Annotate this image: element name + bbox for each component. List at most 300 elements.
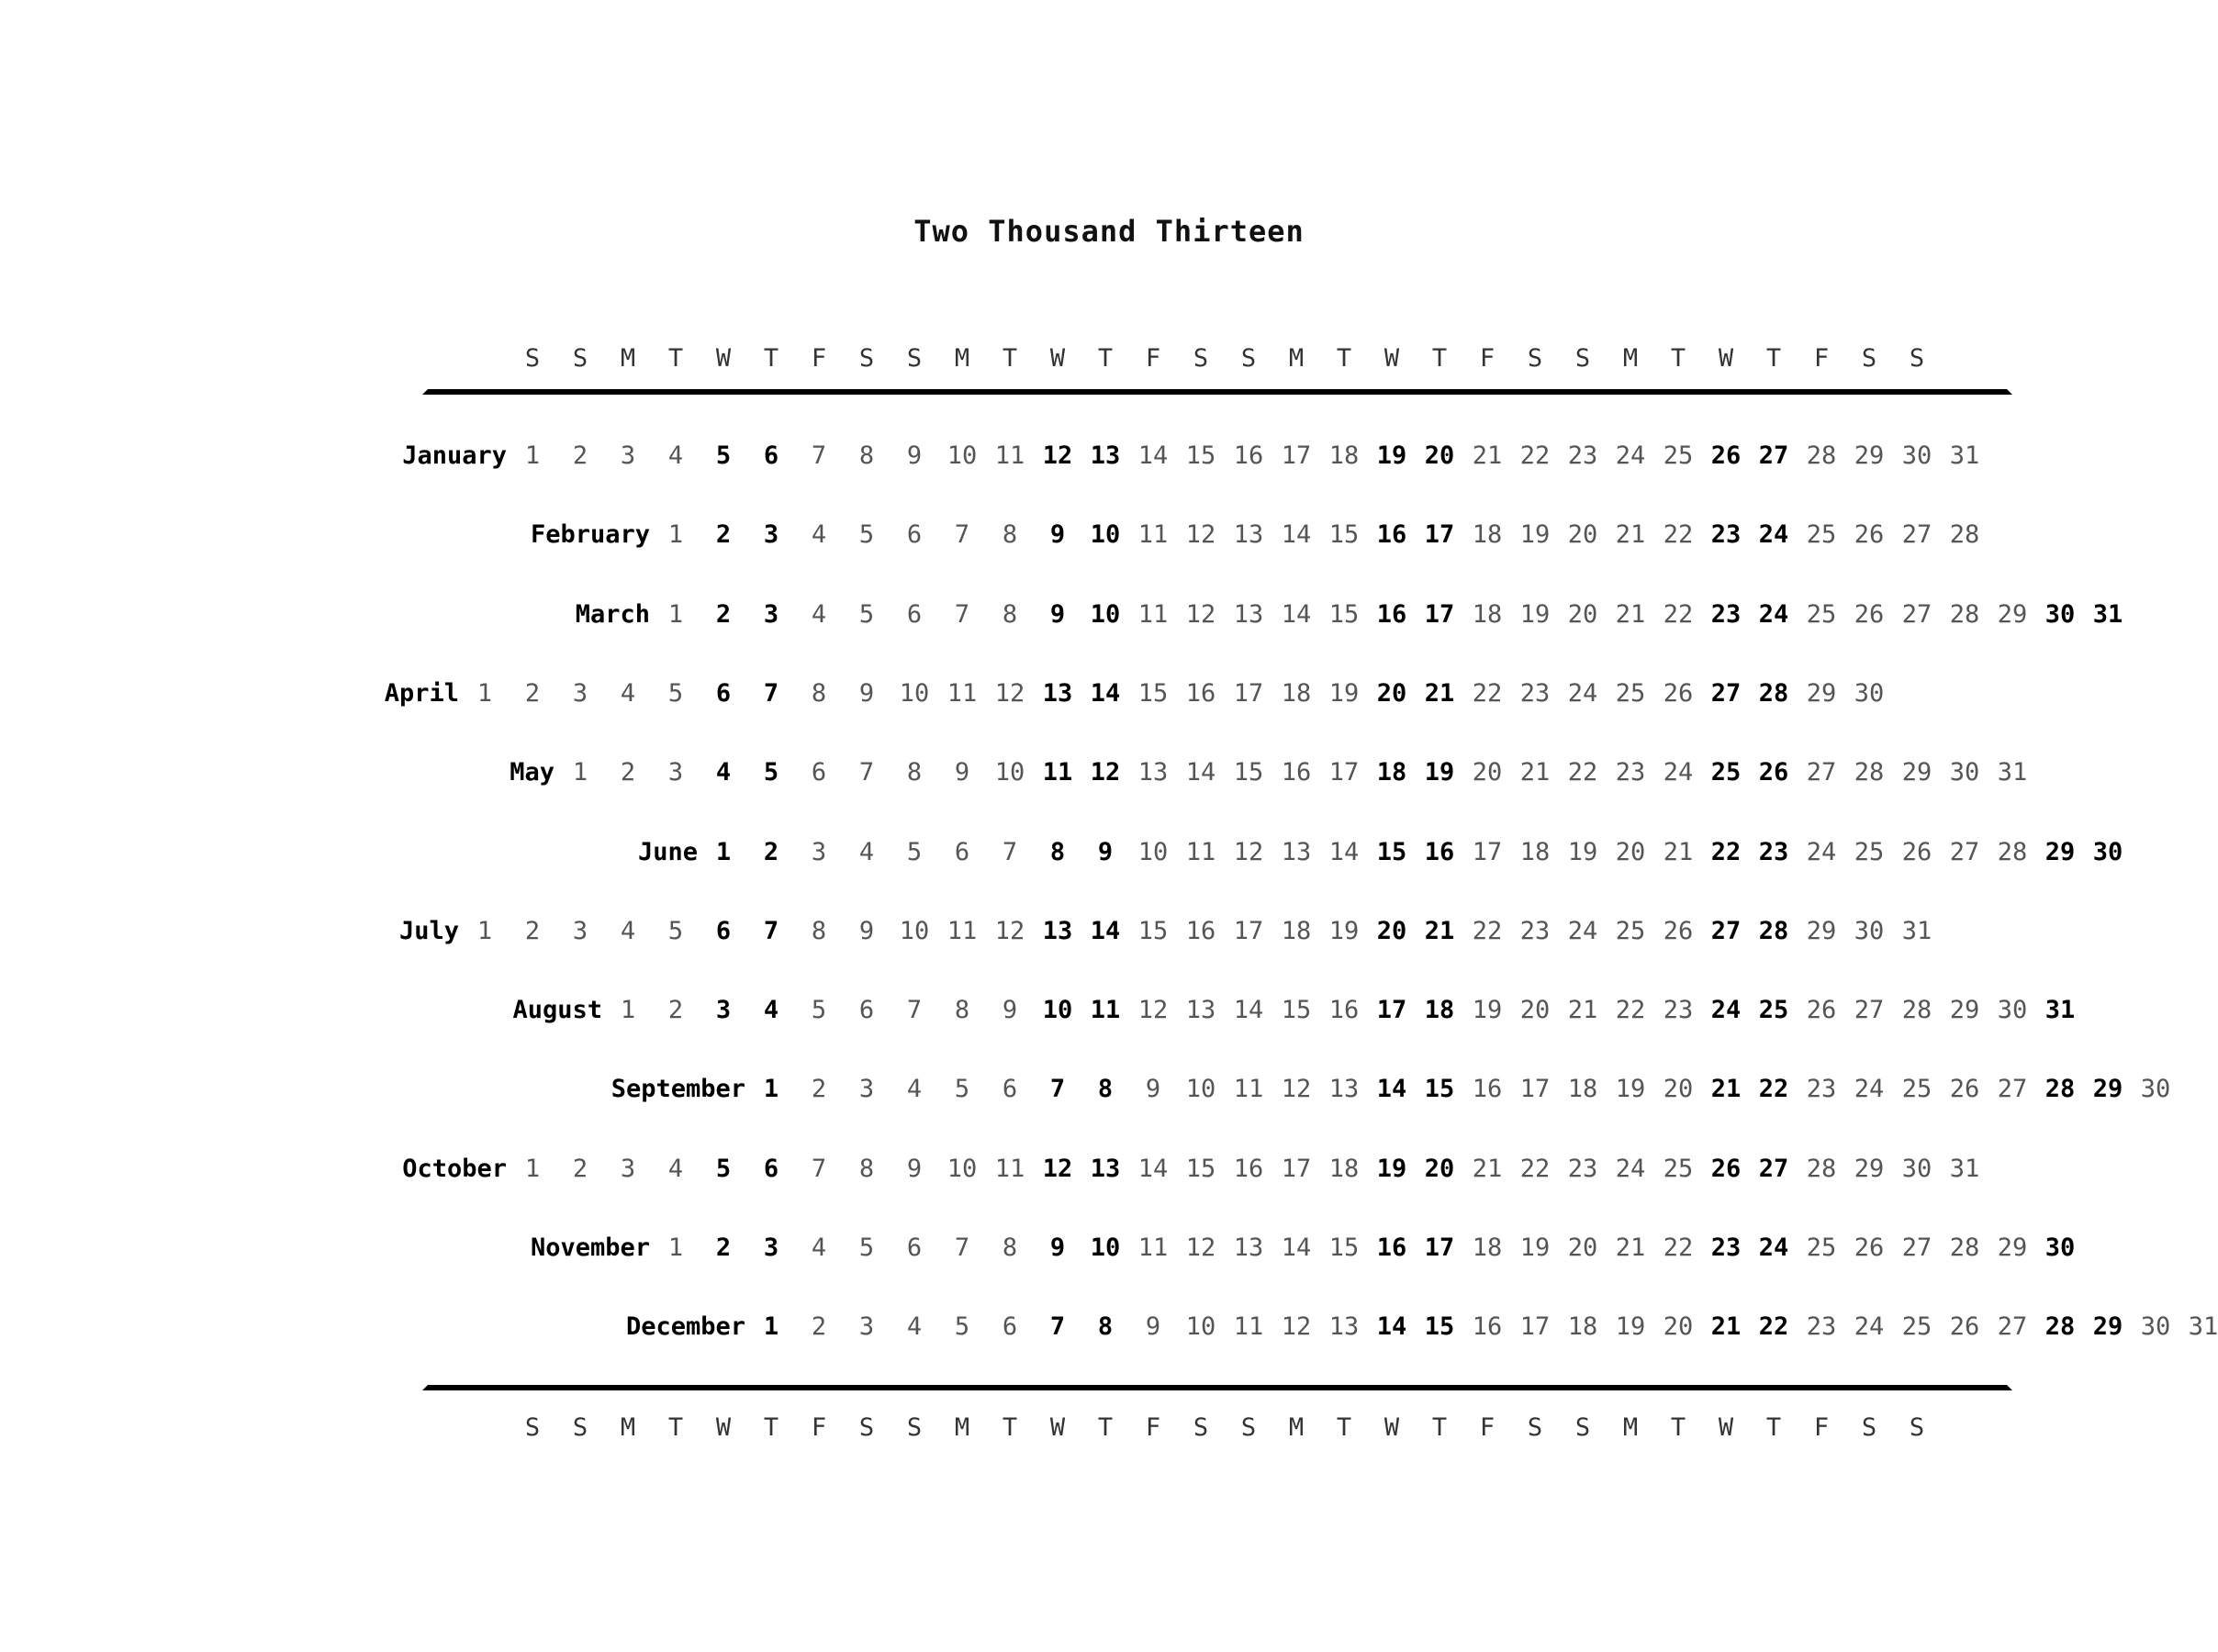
day-cell: 14 <box>1281 520 1312 549</box>
day-cell: 22 <box>1663 1233 1694 1262</box>
day-cell: 7 <box>811 441 827 470</box>
day-cell: 25 <box>1854 838 1885 866</box>
day-cell: 13 <box>1233 520 1264 549</box>
day-cell: 16 <box>1376 520 1407 549</box>
day-cell: 21 <box>1519 758 1551 787</box>
day-cell: 22 <box>1663 520 1694 549</box>
day-cell: 18 <box>1472 600 1503 629</box>
day-cell: 1 <box>715 838 732 866</box>
day-cell: 10 <box>1137 838 1169 866</box>
day-cell: 5 <box>667 917 684 945</box>
day-cell: 13 <box>1137 758 1169 787</box>
day-cell: 21 <box>1472 1155 1503 1183</box>
day-cell: 28 <box>2044 1075 2076 1103</box>
day-cell: 27 <box>1901 1233 1932 1262</box>
bottom-weekday-24: T <box>1670 1413 1686 1442</box>
day-cell: 31 <box>2044 996 2076 1024</box>
day-cell: 27 <box>1997 1075 2028 1103</box>
month-label: April <box>384 679 459 708</box>
day-cell: 16 <box>1233 441 1264 470</box>
day-cell: 23 <box>1519 679 1551 708</box>
bottom-weekday-28: S <box>1861 1413 1877 1442</box>
day-cell: 23 <box>1806 1075 1837 1103</box>
day-cell: 7 <box>1002 838 1018 866</box>
day-cell: 11 <box>947 679 978 708</box>
day-cell: 10 <box>1042 996 1073 1024</box>
day-cell: 24 <box>1567 917 1598 945</box>
day-cell: 14 <box>1233 996 1264 1024</box>
day-cell: 28 <box>2044 1312 2076 1341</box>
day-cell: 20 <box>1615 838 1646 866</box>
day-cell: 19 <box>1376 1155 1407 1183</box>
day-cell: 25 <box>1806 520 1837 549</box>
day-cell: 16 <box>1376 600 1407 629</box>
day-cell: 22 <box>1758 1312 1789 1341</box>
top-weekday-1: S <box>572 344 588 373</box>
day-cell: 27 <box>1949 838 1980 866</box>
day-cell: 29 <box>1854 441 1885 470</box>
day-cell: 25 <box>1806 1233 1837 1262</box>
day-cell: 7 <box>1049 1312 1066 1341</box>
day-cell: 6 <box>811 758 827 787</box>
day-cell: 6 <box>906 600 923 629</box>
day-cell: 5 <box>715 441 732 470</box>
day-cell: 7 <box>954 520 970 549</box>
day-cell: 9 <box>906 1155 923 1183</box>
day-cell: 12 <box>1185 520 1216 549</box>
day-cell: 28 <box>1806 441 1837 470</box>
day-cell: 2 <box>572 441 588 470</box>
calendar-title: Two Thousand Thirteen <box>913 214 1305 249</box>
day-cell: 9 <box>1049 600 1066 629</box>
day-cell: 22 <box>1519 441 1551 470</box>
day-cell: 19 <box>1567 838 1598 866</box>
day-cell: 13 <box>1090 1155 1121 1183</box>
day-cell: 25 <box>1806 600 1837 629</box>
day-cell: 30 <box>2044 1233 2076 1262</box>
day-cell: 16 <box>1376 1233 1407 1262</box>
day-cell: 9 <box>1002 996 1018 1024</box>
bottom-weekday-21: S <box>1527 1413 1543 1442</box>
day-cell: 24 <box>1615 1155 1646 1183</box>
day-cell: 27 <box>1806 758 1837 787</box>
day-cell: 7 <box>954 600 970 629</box>
day-cell: 18 <box>1328 441 1360 470</box>
top-weekday-18: W <box>1383 344 1400 373</box>
day-cell: 2 <box>715 1233 732 1262</box>
day-cell: 7 <box>858 758 875 787</box>
month-label: March <box>575 600 650 629</box>
day-cell: 3 <box>572 679 588 708</box>
day-cell: 6 <box>763 1155 779 1183</box>
day-cell: 8 <box>1002 1233 1018 1262</box>
top-weekday-20: F <box>1479 344 1495 373</box>
day-cell: 4 <box>620 917 636 945</box>
day-cell: 15 <box>1137 917 1169 945</box>
day-cell: 14 <box>1090 917 1121 945</box>
day-cell: 19 <box>1376 441 1407 470</box>
day-cell: 24 <box>1567 679 1598 708</box>
day-cell: 1 <box>572 758 588 787</box>
day-cell: 1 <box>763 1312 779 1341</box>
day-cell: 22 <box>1567 758 1598 787</box>
day-cell: 19 <box>1328 917 1360 945</box>
month-label: January <box>402 441 507 470</box>
day-cell: 22 <box>1519 1155 1551 1183</box>
top-weekday-0: S <box>524 344 541 373</box>
day-cell: 22 <box>1758 1075 1789 1103</box>
day-cell: 10 <box>1185 1075 1216 1103</box>
day-cell: 16 <box>1328 996 1360 1024</box>
day-cell: 21 <box>1710 1075 1742 1103</box>
top-weekday-13: F <box>1145 344 1161 373</box>
month-label: May <box>510 758 554 787</box>
day-cell: 4 <box>811 520 827 549</box>
day-cell: 6 <box>954 838 970 866</box>
day-cell: 3 <box>763 520 779 549</box>
day-cell: 26 <box>1663 679 1694 708</box>
day-cell: 3 <box>572 917 588 945</box>
day-cell: 18 <box>1328 1155 1360 1183</box>
bottom-weekday-15: S <box>1240 1413 1257 1442</box>
day-cell: 3 <box>667 758 684 787</box>
day-cell: 11 <box>947 917 978 945</box>
day-cell: 1 <box>667 1233 684 1262</box>
day-cell: 19 <box>1519 600 1551 629</box>
bottom-rule <box>422 1385 2012 1390</box>
day-cell: 30 <box>1997 996 2028 1024</box>
bottom-weekday-18: W <box>1383 1413 1400 1442</box>
day-cell: 17 <box>1519 1075 1551 1103</box>
bottom-weekday-2: M <box>620 1413 636 1442</box>
day-cell: 4 <box>763 996 779 1024</box>
day-cell: 22 <box>1472 917 1503 945</box>
day-cell: 17 <box>1328 758 1360 787</box>
day-cell: 9 <box>1145 1075 1161 1103</box>
day-cell: 10 <box>899 679 930 708</box>
day-cell: 14 <box>1376 1075 1407 1103</box>
day-cell: 23 <box>1806 1312 1837 1341</box>
day-cell: 22 <box>1663 600 1694 629</box>
day-cell: 27 <box>1901 600 1932 629</box>
day-cell: 14 <box>1090 679 1121 708</box>
day-cell: 13 <box>1042 917 1073 945</box>
day-cell: 11 <box>994 441 1025 470</box>
day-cell: 15 <box>1424 1075 1455 1103</box>
day-cell: 12 <box>1281 1312 1312 1341</box>
day-cell: 8 <box>1097 1075 1114 1103</box>
month-label: December <box>625 1312 745 1341</box>
day-cell: 4 <box>620 679 636 708</box>
month-label: September <box>611 1075 745 1103</box>
day-cell: 5 <box>811 996 827 1024</box>
day-cell: 19 <box>1472 996 1503 1024</box>
day-cell: 8 <box>906 758 923 787</box>
bottom-weekday-13: F <box>1145 1413 1161 1442</box>
day-cell: 12 <box>1185 1233 1216 1262</box>
day-cell: 23 <box>1567 441 1598 470</box>
bottom-weekday-14: S <box>1193 1413 1209 1442</box>
day-cell: 14 <box>1281 600 1312 629</box>
day-cell: 11 <box>1090 996 1121 1024</box>
day-cell: 7 <box>763 679 779 708</box>
day-cell: 27 <box>1758 1155 1789 1183</box>
day-cell: 4 <box>858 838 875 866</box>
day-cell: 12 <box>1090 758 1121 787</box>
day-cell: 26 <box>1806 996 1837 1024</box>
day-cell: 5 <box>906 838 923 866</box>
day-cell: 19 <box>1424 758 1455 787</box>
day-cell: 8 <box>1002 600 1018 629</box>
top-weekday-7: S <box>858 344 875 373</box>
bottom-weekday-4: W <box>715 1413 732 1442</box>
top-weekday-22: S <box>1574 344 1591 373</box>
day-cell: 16 <box>1472 1312 1503 1341</box>
day-cell: 24 <box>1663 758 1694 787</box>
day-cell: 8 <box>1049 838 1066 866</box>
day-cell: 29 <box>1901 758 1932 787</box>
day-cell: 11 <box>1137 520 1169 549</box>
top-weekday-16: M <box>1288 344 1305 373</box>
day-cell: 29 <box>1997 1233 2028 1262</box>
top-weekday-5: T <box>763 344 779 373</box>
top-weekday-14: S <box>1193 344 1209 373</box>
day-cell: 22 <box>1710 838 1742 866</box>
day-cell: 13 <box>1328 1075 1360 1103</box>
day-cell: 17 <box>1424 520 1455 549</box>
day-cell: 18 <box>1567 1312 1598 1341</box>
day-cell: 3 <box>763 600 779 629</box>
day-cell: 12 <box>1281 1075 1312 1103</box>
day-cell: 2 <box>572 1155 588 1183</box>
bottom-weekday-16: M <box>1288 1413 1305 1442</box>
day-cell: 9 <box>858 679 875 708</box>
day-cell: 8 <box>811 917 827 945</box>
day-cell: 26 <box>1854 600 1885 629</box>
top-weekday-3: T <box>667 344 684 373</box>
day-cell: 30 <box>2140 1312 2171 1341</box>
day-cell: 18 <box>1519 838 1551 866</box>
day-cell: 20 <box>1472 758 1503 787</box>
day-cell: 13 <box>1233 1233 1264 1262</box>
day-cell: 17 <box>1472 838 1503 866</box>
day-cell: 26 <box>1663 917 1694 945</box>
day-cell: 4 <box>811 1233 827 1262</box>
day-cell: 16 <box>1233 1155 1264 1183</box>
day-cell: 21 <box>1424 679 1455 708</box>
top-weekday-10: T <box>1002 344 1018 373</box>
day-cell: 24 <box>1710 996 1742 1024</box>
day-cell: 13 <box>1090 441 1121 470</box>
day-cell: 13 <box>1042 679 1073 708</box>
day-cell: 10 <box>947 1155 978 1183</box>
day-cell: 28 <box>1997 838 2028 866</box>
day-cell: 18 <box>1472 1233 1503 1262</box>
day-cell: 26 <box>1949 1312 1980 1341</box>
day-cell: 28 <box>1854 758 1885 787</box>
bottom-weekday-12: T <box>1097 1413 1114 1442</box>
day-cell: 17 <box>1424 600 1455 629</box>
day-cell: 23 <box>1663 996 1694 1024</box>
day-cell: 20 <box>1567 600 1598 629</box>
top-weekday-8: S <box>906 344 923 373</box>
day-cell: 30 <box>2092 838 2123 866</box>
day-cell: 18 <box>1281 679 1312 708</box>
day-cell: 23 <box>1519 917 1551 945</box>
day-cell: 5 <box>858 1233 875 1262</box>
day-cell: 21 <box>1615 1233 1646 1262</box>
bottom-weekday-19: T <box>1431 1413 1448 1442</box>
day-cell: 20 <box>1663 1312 1694 1341</box>
day-cell: 22 <box>1472 679 1503 708</box>
day-cell: 15 <box>1233 758 1264 787</box>
day-cell: 26 <box>1710 1155 1742 1183</box>
day-cell: 30 <box>2044 600 2076 629</box>
bottom-weekday-1: S <box>572 1413 588 1442</box>
day-cell: 29 <box>1806 679 1837 708</box>
top-weekday-19: T <box>1431 344 1448 373</box>
day-cell: 20 <box>1519 996 1551 1024</box>
day-cell: 4 <box>906 1075 923 1103</box>
day-cell: 2 <box>811 1075 827 1103</box>
day-cell: 15 <box>1185 1155 1216 1183</box>
day-cell: 27 <box>1710 917 1742 945</box>
day-cell: 27 <box>1997 1312 2028 1341</box>
day-cell: 15 <box>1424 1312 1455 1341</box>
day-cell: 24 <box>1758 1233 1789 1262</box>
day-cell: 2 <box>524 679 541 708</box>
day-cell: 5 <box>858 520 875 549</box>
day-cell: 21 <box>1424 917 1455 945</box>
day-cell: 28 <box>1949 520 1980 549</box>
top-weekday-21: S <box>1527 344 1543 373</box>
day-cell: 28 <box>1758 679 1789 708</box>
bottom-weekday-10: T <box>1002 1413 1018 1442</box>
day-cell: 25 <box>1615 679 1646 708</box>
day-cell: 13 <box>1185 996 1216 1024</box>
bottom-weekday-9: M <box>954 1413 970 1442</box>
day-cell: 9 <box>954 758 970 787</box>
day-cell: 8 <box>1002 520 1018 549</box>
day-cell: 17 <box>1424 1233 1455 1262</box>
day-cell: 9 <box>1049 1233 1066 1262</box>
day-cell: 10 <box>1090 600 1121 629</box>
day-cell: 5 <box>715 1155 732 1183</box>
day-cell: 17 <box>1376 996 1407 1024</box>
day-cell: 25 <box>1901 1312 1932 1341</box>
day-cell: 16 <box>1424 838 1455 866</box>
day-cell: 25 <box>1901 1075 1932 1103</box>
day-cell: 17 <box>1281 441 1312 470</box>
day-cell: 15 <box>1281 996 1312 1024</box>
day-cell: 21 <box>1472 441 1503 470</box>
day-cell: 20 <box>1663 1075 1694 1103</box>
day-cell: 3 <box>858 1075 875 1103</box>
day-cell: 11 <box>1137 600 1169 629</box>
day-cell: 6 <box>1002 1312 1018 1341</box>
day-cell: 12 <box>1042 441 1073 470</box>
day-cell: 29 <box>2044 838 2076 866</box>
day-cell: 6 <box>906 520 923 549</box>
top-weekday-27: F <box>1813 344 1830 373</box>
day-cell: 21 <box>1615 600 1646 629</box>
top-weekday-9: M <box>954 344 970 373</box>
day-cell: 27 <box>1758 441 1789 470</box>
day-cell: 18 <box>1424 996 1455 1024</box>
day-cell: 21 <box>1567 996 1598 1024</box>
day-cell: 2 <box>715 520 732 549</box>
bottom-weekday-22: S <box>1574 1413 1591 1442</box>
bottom-weekday-6: F <box>811 1413 827 1442</box>
day-cell: 25 <box>1710 758 1742 787</box>
day-cell: 8 <box>858 1155 875 1183</box>
day-cell: 12 <box>994 917 1025 945</box>
day-cell: 26 <box>1901 838 1932 866</box>
day-cell: 13 <box>1328 1312 1360 1341</box>
top-weekday-24: T <box>1670 344 1686 373</box>
day-cell: 2 <box>620 758 636 787</box>
bottom-weekday-27: F <box>1813 1413 1830 1442</box>
day-cell: 21 <box>1615 520 1646 549</box>
day-cell: 29 <box>2092 1075 2123 1103</box>
day-cell: 25 <box>1758 996 1789 1024</box>
bottom-weekday-29: S <box>1909 1413 1925 1442</box>
day-cell: 14 <box>1281 1233 1312 1262</box>
day-cell: 9 <box>1097 838 1114 866</box>
top-weekday-23: M <box>1622 344 1639 373</box>
month-label: July <box>398 917 459 945</box>
day-cell: 17 <box>1233 679 1264 708</box>
day-cell: 17 <box>1519 1312 1551 1341</box>
day-cell: 5 <box>858 600 875 629</box>
day-cell: 14 <box>1185 758 1216 787</box>
day-cell: 28 <box>1806 1155 1837 1183</box>
top-rule <box>422 389 2012 395</box>
day-cell: 26 <box>1758 758 1789 787</box>
day-cell: 1 <box>524 441 541 470</box>
day-cell: 26 <box>1854 1233 1885 1262</box>
day-cell: 6 <box>715 917 732 945</box>
day-cell: 23 <box>1758 838 1789 866</box>
month-label: November <box>530 1233 650 1262</box>
day-cell: 1 <box>667 520 684 549</box>
top-weekday-12: T <box>1097 344 1114 373</box>
day-cell: 4 <box>906 1312 923 1341</box>
day-cell: 1 <box>476 679 493 708</box>
day-cell: 14 <box>1328 838 1360 866</box>
day-cell: 23 <box>1567 1155 1598 1183</box>
day-cell: 10 <box>1090 520 1121 549</box>
day-cell: 13 <box>1281 838 1312 866</box>
day-cell: 20 <box>1376 679 1407 708</box>
top-weekday-25: W <box>1718 344 1734 373</box>
day-cell: 12 <box>1233 838 1264 866</box>
day-cell: 20 <box>1424 1155 1455 1183</box>
day-cell: 25 <box>1663 1155 1694 1183</box>
day-cell: 28 <box>1901 996 1932 1024</box>
day-cell: 12 <box>1137 996 1169 1024</box>
day-cell: 1 <box>476 917 493 945</box>
day-cell: 2 <box>715 600 732 629</box>
day-cell: 29 <box>2092 1312 2123 1341</box>
day-cell: 10 <box>1185 1312 1216 1341</box>
day-cell: 15 <box>1137 679 1169 708</box>
day-cell: 19 <box>1615 1075 1646 1103</box>
bottom-weekday-8: S <box>906 1413 923 1442</box>
day-cell: 29 <box>1997 600 2028 629</box>
day-cell: 2 <box>667 996 684 1024</box>
month-label: February <box>530 520 650 549</box>
